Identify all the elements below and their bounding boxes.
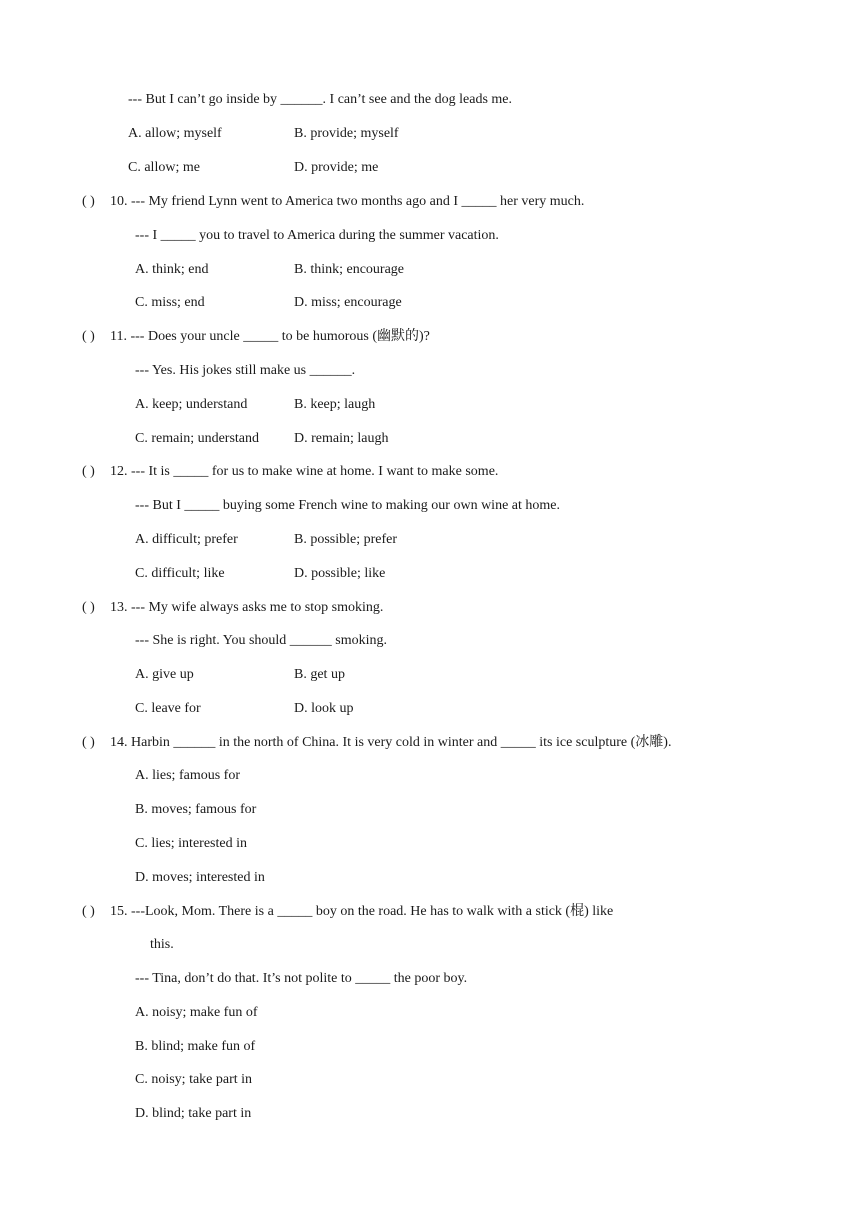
q12-stem: 12. --- It is _____ for us to make wine at home. I want to make some.: [110, 464, 499, 479]
q15-stem: 15. ---Look, Mom. There is a _____ boy on the road. He has to walk with a stick (棍) like: [110, 904, 614, 919]
q10-option-d: D. miss; encourage: [294, 295, 402, 310]
q10-stem: 10. --- My friend Lynn went to America two months ago and I _____ her very much.: [110, 194, 585, 209]
q15-stem-continued: this.: [150, 937, 174, 952]
q14-option-c: C. lies; interested in: [135, 836, 247, 851]
q13-option-d: D. look up: [294, 701, 354, 716]
q14-answer-bracket: ( ): [82, 735, 95, 750]
q12-response: --- But I _____ buying some French wine to making our own wine at home.: [135, 498, 560, 513]
q11-answer-bracket: ( ): [82, 329, 95, 344]
q15-option-b: B. blind; make fun of: [135, 1039, 256, 1054]
q9-option-d: D. provide; me: [294, 160, 379, 175]
q13-response: --- She is right. You should ______ smoking.: [135, 633, 388, 648]
q11-option-a: A. keep; understand: [135, 397, 248, 412]
q11-option-b: B. keep; laugh: [294, 397, 376, 412]
q12-option-c: C. difficult; like: [135, 566, 225, 581]
q13-stem: 13. --- My wife always asks me to stop smoking.: [110, 600, 384, 615]
q9-option-c: C. allow; me: [128, 160, 200, 175]
q11-stem: 11. --- Does your uncle _____ to be humorous (幽默的)?: [110, 329, 430, 344]
q13-option-c: C. leave for: [135, 701, 201, 716]
q11-option-c: C. remain; understand: [135, 431, 260, 446]
q9-option-a: A. allow; myself: [128, 126, 222, 141]
q14-option-d: D. moves; interested in: [135, 870, 265, 885]
q13-answer-bracket: ( ): [82, 600, 95, 615]
q14-option-a: A. lies; famous for: [135, 768, 240, 783]
q14-option-b: B. moves; famous for: [135, 802, 257, 817]
q10-option-b: B. think; encourage: [294, 262, 405, 277]
q10-option-c: C. miss; end: [135, 295, 205, 310]
q12-option-a: A. difficult; prefer: [135, 532, 238, 547]
q10-response: --- I _____ you to travel to America during the summer vacation.: [135, 228, 499, 243]
q15-option-a: A. noisy; make fun of: [135, 1005, 258, 1020]
q15-option-d: D. blind; take part in: [135, 1106, 252, 1121]
q12-option-b: B. possible; prefer: [294, 532, 398, 547]
q12-option-d: D. possible; like: [294, 566, 386, 581]
q9-option-b: B. provide; myself: [294, 126, 399, 141]
q14-stem: 14. Harbin ______ in the north of China. It is very cold in winter and _____ its ice sculpture (冰雕).: [110, 735, 672, 750]
q9-response: --- But I can’t go inside by ______. I can’t see and the dog leads me.: [128, 92, 512, 107]
q15-option-c: C. noisy; take part in: [135, 1072, 253, 1087]
q12-answer-bracket: ( ): [82, 464, 95, 479]
q13-option-a: A. give up: [135, 667, 194, 682]
q15-response: --- Tina, don’t do that. It’s not polite to _____ the poor boy.: [135, 971, 468, 986]
q10-option-a: A. think; end: [135, 262, 209, 277]
q11-response: --- Yes. His jokes still make us ______.: [135, 363, 356, 378]
q11-option-d: D. remain; laugh: [294, 431, 389, 446]
q13-option-b: B. get up: [294, 667, 345, 682]
q15-answer-bracket: ( ): [82, 904, 95, 919]
q10-answer-bracket: ( ): [82, 194, 95, 209]
